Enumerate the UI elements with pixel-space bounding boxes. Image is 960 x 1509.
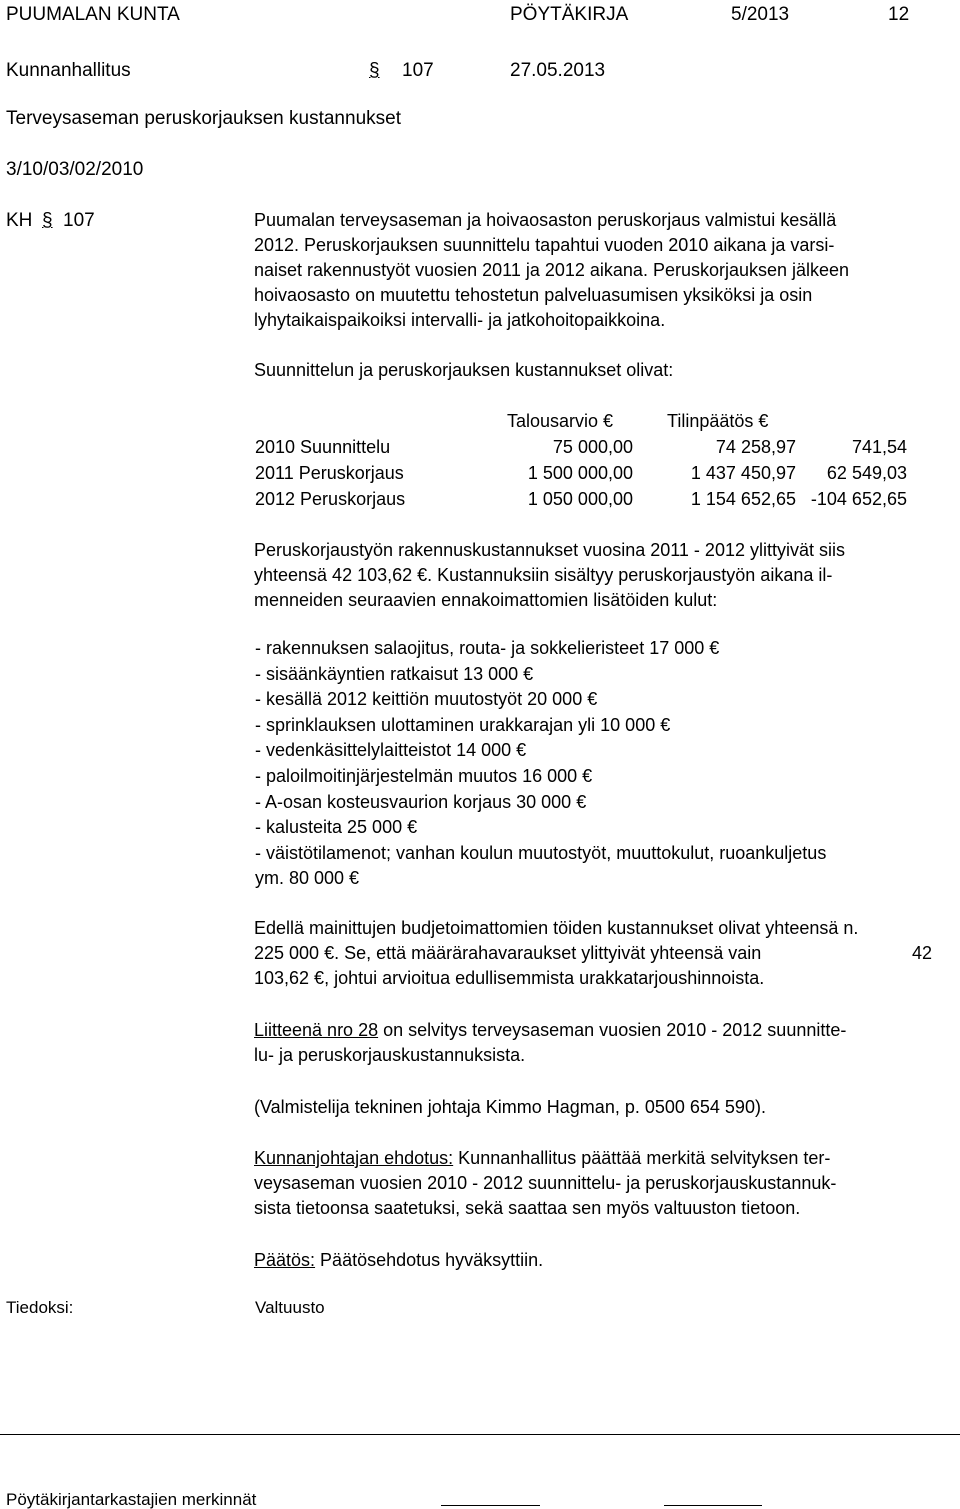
table-row xyxy=(255,487,907,512)
list-item: - kalusteita 25 000 € xyxy=(255,817,418,838)
row-label: 2012 Peruskorjaus xyxy=(255,489,406,509)
info-label: Tiedoksi: xyxy=(6,1298,74,1317)
overrun-line: yhteensä 42 103,62 €. Kustannuksiin sisältyy peruskorjaustyön aikana il- xyxy=(254,565,833,585)
summary-line: 103,62 €, johtui arvioitua edullisemmista urakkatarjoushinnoista. xyxy=(254,968,765,988)
kh-section: 107 xyxy=(63,210,95,231)
list-item: - sprinklauksen ulottaminen urakkarajan yli 10 000 € xyxy=(255,714,671,735)
table-row xyxy=(255,435,907,460)
overrun-paragraph xyxy=(254,538,960,613)
signature-line xyxy=(664,1505,762,1506)
header-section-symbol: § xyxy=(369,60,380,81)
col-header-budget: Talousarvio € xyxy=(507,411,614,431)
list-item: - sisäänkäyntien ratkaisut 13 000 € xyxy=(255,663,534,684)
row-diff: 62 549,03 xyxy=(826,463,907,483)
intro-paragraph xyxy=(254,208,960,333)
table-header-row xyxy=(255,409,907,434)
header-date: 27.05.2013 xyxy=(510,60,606,81)
info-value: Valtuusto xyxy=(255,1298,325,1317)
col-header-actual: Tilinpäätös € xyxy=(667,411,769,431)
proposal-label: Kunnanjohtajan ehdotus: xyxy=(254,1148,454,1168)
attachment-text: lu- ja peruskorjauskustannuksista. xyxy=(254,1045,526,1065)
proposal-paragraph xyxy=(254,1146,960,1221)
row-actual: 1 154 652,65 xyxy=(690,489,796,509)
list-item: - väistötilamenot; vanhan koulun muutostyöt, muuttokulut, ruoankuljetus xyxy=(255,842,827,863)
overrun-line: Peruskorjaustyön rakennuskustannukset vuosina 2011 - 2012 ylittyivät siis xyxy=(254,540,845,560)
list-item: - rakennuksen salaojitus, routa- ja sokkelieristeet 17 000 € xyxy=(255,638,720,658)
row-label: 2010 Suunnittelu xyxy=(255,437,391,457)
kh-section-symbol: § xyxy=(42,210,53,231)
kh-label: KH xyxy=(6,210,33,231)
costs-intro xyxy=(254,358,960,383)
row-budget: 75 000,00 xyxy=(552,437,633,457)
proposal-text: sista tietoonsa saatetuksi, sekä saattaa sen myös valtuuston tietoon. xyxy=(254,1198,801,1218)
table-row xyxy=(255,461,907,486)
attachment-paragraph xyxy=(254,1018,960,1068)
decision-text: Päätösehdotus hyväksyttiin. xyxy=(315,1250,544,1270)
row-label: 2011 Peruskorjaus xyxy=(255,463,404,483)
list-item: - vedenkäsittelylaitteistot 14 000 € xyxy=(255,740,527,761)
list-item: - paloilmoitinjärjestelmän muutos 16 000 € xyxy=(255,765,593,786)
header-page: 12 xyxy=(888,4,910,25)
decision-paragraph xyxy=(254,1248,960,1273)
signature-line xyxy=(441,1505,540,1506)
preparer-text: (Valmistelija tekninen johtaja Kimmo Hagman, p. 0500 654 590). xyxy=(254,1097,766,1117)
summary-paragraph xyxy=(254,916,960,991)
summary-line-right: 42 xyxy=(912,943,933,963)
footer-divider xyxy=(0,1434,960,1435)
intro-line: Puumalan terveysaseman ja hoivaosaston peruskorjaus valmistui kesällä xyxy=(254,210,837,230)
reference-number: 3/10/03/02/2010 xyxy=(6,159,144,180)
list-item: - A-osan kosteusvaurion korjaus 30 000 € xyxy=(255,791,587,812)
intro-line: hoivaosasto on muutettu tehostetun palveluasumisen yksiköksi ja osin xyxy=(254,285,813,305)
attachment-link[interactable]: Liitteenä nro 28 xyxy=(254,1020,379,1040)
footer-label: Pöytäkirjantarkastajien merkinnät xyxy=(6,1490,257,1509)
row-diff: 741,54 xyxy=(851,437,907,457)
row-actual: 74 258,97 xyxy=(715,437,796,457)
decision-label: Päätös: xyxy=(254,1250,316,1270)
intro-line: 2012. Peruskorjauksen suunnittelu tapahtui vuoden 2010 aikana ja varsi- xyxy=(254,235,835,255)
proposal-text: veysaseman vuosien 2010 - 2012 suunnittelu- ja peruskorjauskustannuk- xyxy=(254,1173,837,1193)
header-board: Kunnanhallitus xyxy=(6,60,131,81)
summary-line: 225 000 €. Se, että määrärahavaraukset ylittyivät yhteensä vain xyxy=(254,943,762,963)
costs-intro-text: Suunnittelun ja peruskorjauksen kustannukset olivat: xyxy=(254,360,674,380)
preparer-note xyxy=(254,1095,960,1120)
header-org: PUUMALAN KUNTA xyxy=(6,4,180,25)
header-number: 5/2013 xyxy=(731,4,790,25)
row-actual: 1 437 450,97 xyxy=(690,463,796,483)
header-doc-type: PÖYTÄKIRJA xyxy=(510,4,629,25)
attachment-text: on selvitys terveysaseman vuosien 2010 - 2012 suunnitte- xyxy=(378,1020,847,1040)
list-item: ym. 80 000 € xyxy=(255,868,360,889)
summary-line: Edellä mainittujen budjetoimattomien töiden kustannukset olivat yhteensä n. xyxy=(254,918,859,938)
intro-line: naiset rakennustyöt vuosien 2011 ja 2012 aikana. Peruskorjauksen jälkeen xyxy=(254,260,850,280)
row-budget: 1 050 000,00 xyxy=(527,489,633,509)
header-section: 107 xyxy=(402,60,434,81)
overrun-line: menneiden seuraavien ennakoimattomien lisätöiden kulut: xyxy=(254,590,718,610)
proposal-text: Kunnanhallitus päättää merkitä selvityksen ter- xyxy=(453,1148,831,1168)
row-diff: -104 652,65 xyxy=(810,489,907,509)
row-budget: 1 500 000,00 xyxy=(527,463,633,483)
extra-work-list xyxy=(255,636,945,892)
document-title: Terveysaseman peruskorjauksen kustannukset xyxy=(6,108,401,129)
list-item: - kesällä 2012 keittiön muutostyöt 20 000 € xyxy=(255,689,598,710)
intro-line: lyhytaikaispaikoiksi intervalli- ja jatkohoitopaikkoina. xyxy=(254,310,666,330)
